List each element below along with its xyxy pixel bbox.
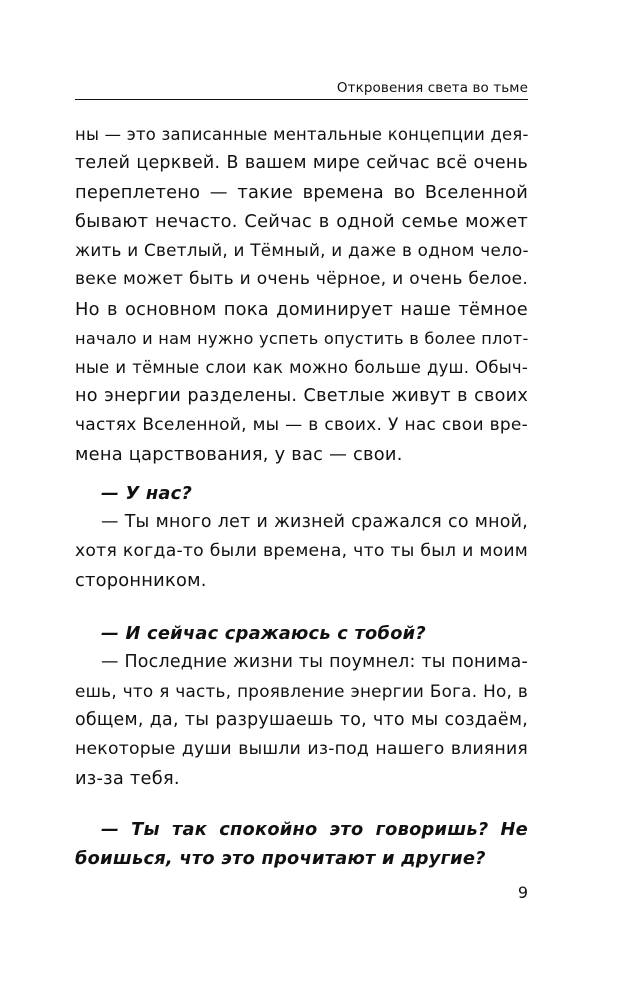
text-line: ные и тёмные слои как можно больше душ. Обыч- xyxy=(75,357,528,377)
question-line: — Ты так спокойно это говоришь? Не xyxy=(101,819,528,840)
question-dash: — xyxy=(101,483,126,504)
text-line: веке может быть и очень чёрное, и очень белое. xyxy=(75,269,528,290)
answer-line: — Ты много лет и жизней сражался со мной, xyxy=(101,512,528,533)
answer-line: общем, да, ты разрушаешь то, что мы создаём, xyxy=(75,710,528,731)
header-rule xyxy=(75,99,528,100)
text-line: ны — это записанные ментальные концепции дея- xyxy=(75,125,529,144)
running-head: Откровения света во тьме xyxy=(336,80,528,96)
text-line: переплетено — такие времена во Вселенной xyxy=(75,182,528,204)
question-text: У нас? xyxy=(125,483,193,504)
question-line: боишься, что это прочитают и другие? xyxy=(75,848,486,870)
text-line: бывают нечасто. Сейчас в одной семье может xyxy=(75,211,528,233)
paragraph xyxy=(75,120,528,469)
text-line: но энергии разделены. Светлые живут в своих xyxy=(75,385,528,406)
text-line: жить и Светлый, и Тёмный, и даже в одном чело- xyxy=(75,240,529,261)
question-line xyxy=(75,479,528,508)
answer-line: из-за тебя. xyxy=(75,768,180,790)
text-line: частях Вселенной, мы — в своих. У нас свои вре- xyxy=(75,414,528,435)
answer-line: хотя когда-то были времена, что ты был и моим xyxy=(75,541,528,562)
answer-line: ешь, что я часть, проявление энергии Бога. Но, в xyxy=(75,681,528,702)
answer-line: — Последние жизни ты поумнел: ты понима- xyxy=(101,652,528,673)
text-line: мена царствования, у вас — свои. xyxy=(75,444,403,466)
question-line xyxy=(75,619,528,648)
dialogue-exchange xyxy=(75,619,528,794)
answer-line: сторонником. xyxy=(75,570,207,592)
answer-line: некоторые души вышли из-под нашего влияния xyxy=(75,739,528,760)
question-dash: — xyxy=(101,623,126,644)
question-text: И сейчас сражаюсь с тобой? xyxy=(125,623,426,644)
text-line: начало и нам нужно успеть опустить в более плот- xyxy=(75,328,529,348)
text-line: телей церквей. В вашем мире сейчас всё очень xyxy=(75,153,528,174)
dialogue-exchange xyxy=(75,479,528,595)
page-number: 9 xyxy=(517,883,528,902)
dialogue-question xyxy=(75,815,528,873)
text-line: Но в основном пока доминирует наше тёмное xyxy=(75,298,528,320)
